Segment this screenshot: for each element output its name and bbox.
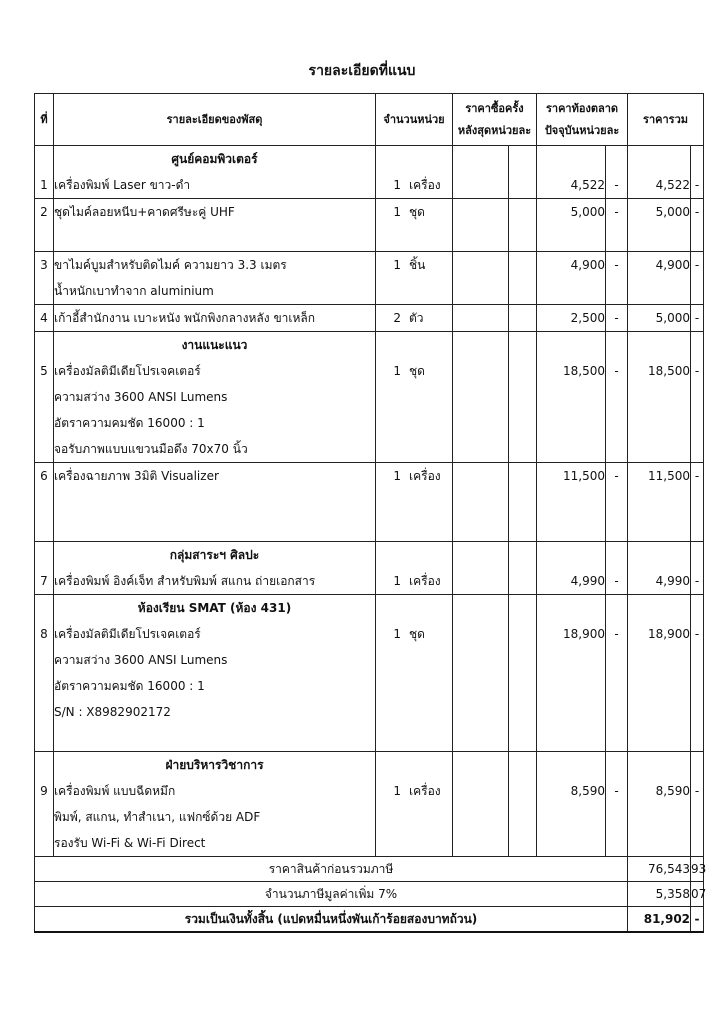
market-price-stang: -: [606, 199, 628, 252]
subtotal-amount: 76,543: [628, 857, 691, 882]
document-title: รายละเอียดที่แนบ: [308, 63, 416, 79]
last-price-stang: [509, 542, 537, 595]
last-price: [453, 146, 509, 199]
header-quantity: จำนวนหน่วย: [376, 94, 453, 146]
market-price-stang: -: [606, 252, 628, 305]
grand-total-amount: 81,902: [628, 907, 691, 933]
item-quantity: [376, 305, 453, 332]
quantity-value: 1: [393, 627, 401, 641]
header-total: ราคารวม: [628, 94, 704, 146]
section-heading: ศูนย์คอมพิวเตอร์: [171, 152, 258, 166]
description-line: ความสว่าง 3600 ANSI Lumens: [54, 653, 228, 667]
total-price-stang: -: [691, 332, 704, 463]
description-line: เครื่องพิมพ์ แบบฉีดหมึก: [54, 784, 176, 798]
table-row: [35, 146, 704, 199]
item-number: 8: [35, 595, 54, 752]
description-line: อัตราความคมชัด 16000 : 1: [54, 416, 205, 430]
description-line: เครื่องมัลติมีเดียโปรเจคเตอร์: [54, 364, 201, 378]
market-price: 11,500: [537, 463, 606, 542]
item-number: 6: [35, 463, 54, 542]
description-line: เก้าอี้สำนักงาน เบาะหนัง พนักพิงกลางหลัง ขาเหล็ก: [54, 311, 316, 325]
market-price: 4,990: [537, 542, 606, 595]
description-line: [54, 515, 375, 541]
header-market-price-line1: ราคาท้องตลาด: [545, 101, 619, 115]
quantity-unit: ตัว: [409, 311, 424, 325]
quantity-value: 1: [393, 574, 401, 588]
market-price-stang: -: [606, 463, 628, 542]
subtotal-stang: 93: [691, 857, 704, 882]
quantity-value: 1: [393, 784, 401, 798]
item-description: [54, 332, 376, 463]
item-quantity: [376, 463, 453, 542]
total-price: 4,990: [628, 542, 691, 595]
item-number: 3: [35, 252, 54, 305]
item-quantity: [376, 752, 453, 857]
header-market-price: [537, 94, 628, 146]
vat-stang: 07: [691, 882, 704, 907]
quantity-unit: ชุด: [409, 627, 425, 641]
grand-total-label: รวมเป็นเงินทั้งสิ้น (แปดหมื่นหนึ่งพันเก้าร้อยสองบาทถ้วน): [35, 907, 628, 933]
item-description: [54, 252, 376, 305]
description-line: เครื่องพิมพ์ อิงค์เจ็ท สำหรับพิมพ์ สแกน ถ่ายเอกสาร: [54, 574, 316, 588]
description-line: [54, 489, 375, 515]
section-heading: ฝ่ายบริหารวิชาการ: [165, 758, 264, 772]
item-number: 7: [35, 542, 54, 595]
description-line: เครื่องมัลติมีเดียโปรเจคเตอร์: [54, 627, 201, 641]
market-price-stang: -: [606, 146, 628, 199]
table-row: [35, 199, 704, 252]
description-line: ชุดไมค์ลอยหนีบ+คาดศรีษะคู่ UHF: [54, 205, 235, 219]
items-table: [34, 93, 707, 933]
last-price-stang: [509, 332, 537, 463]
item-description: [54, 305, 376, 332]
header-description: รายละเอียดของพัสดุ: [54, 94, 376, 146]
table-row: [35, 305, 704, 332]
summary-body: [35, 857, 707, 933]
subtotal-row: [35, 857, 704, 882]
market-price-stang: -: [606, 305, 628, 332]
market-price: 18,900: [537, 595, 606, 752]
market-price-stang: -: [606, 542, 628, 595]
item-quantity: [376, 542, 453, 595]
total-price-stang: -: [691, 252, 704, 305]
table-row: [35, 595, 704, 752]
item-description: [54, 199, 376, 252]
quantity-value: 1: [393, 178, 401, 192]
header-no: ที่: [35, 94, 54, 146]
description-line: อัตราความคมชัด 16000 : 1: [54, 679, 205, 693]
item-description: [54, 595, 376, 752]
item-description: [54, 752, 376, 857]
market-price: 4,900: [537, 252, 606, 305]
last-price: [453, 199, 509, 252]
header-last-price-line2: หลังสุดหน่วยละ: [457, 123, 532, 137]
section-heading: งานแนะแนว: [181, 338, 248, 352]
last-price-stang: [509, 595, 537, 752]
item-description: [54, 542, 376, 595]
total-price-stang: -: [691, 542, 704, 595]
total-price: 4,900: [628, 252, 691, 305]
last-price-stang: [509, 252, 537, 305]
item-number: 1: [35, 146, 54, 199]
item-quantity: [376, 252, 453, 305]
item-number: 9: [35, 752, 54, 857]
quantity-unit: ชุด: [409, 364, 425, 378]
total-price-stang: -: [691, 752, 704, 857]
item-description: [54, 146, 376, 199]
item-quantity: [376, 146, 453, 199]
market-price-stang: -: [606, 595, 628, 752]
table-row: [35, 252, 704, 305]
header-last-price-line1: ราคาซื้อครั้ง: [465, 101, 524, 115]
total-price-stang: -: [691, 463, 704, 542]
last-price: [453, 752, 509, 857]
total-price: 5,000: [628, 305, 691, 332]
last-price-stang: [509, 463, 537, 542]
total-price-stang: -: [691, 146, 704, 199]
last-price: [453, 595, 509, 752]
table-row: [35, 332, 704, 463]
vat-amount: 5,358: [628, 882, 691, 907]
market-price-stang: -: [606, 332, 628, 463]
header-market-price-line2: ปัจจุบันหน่วยละ: [544, 123, 620, 137]
total-price-stang: -: [691, 595, 704, 752]
last-price-stang: [509, 199, 537, 252]
total-price-stang: -: [691, 305, 704, 332]
total-price: 11,500: [628, 463, 691, 542]
quantity-unit: เครื่อง: [409, 178, 441, 192]
total-price: 4,522: [628, 146, 691, 199]
description-line: [54, 225, 375, 251]
description-line: [54, 725, 375, 751]
grand-total-row: [35, 907, 704, 933]
subtotal-label: ราคาสินค้าก่อนรวมภาษี: [35, 857, 628, 882]
market-price-stang: -: [606, 752, 628, 857]
quantity-unit: เครื่อง: [409, 469, 441, 483]
description-line: เครื่องฉายภาพ 3มิติ Visualizer: [54, 469, 219, 483]
total-price: 18,500: [628, 332, 691, 463]
quantity-value: 2: [393, 311, 401, 325]
item-quantity: [376, 595, 453, 752]
market-price: 4,522: [537, 146, 606, 199]
table-row: [35, 542, 704, 595]
market-price: 8,590: [537, 752, 606, 857]
section-heading: ห้องเรียน SMAT (ห้อง 431): [137, 601, 292, 615]
description-line: S/N : X8982902172: [54, 705, 171, 719]
grand-total-stang: -: [691, 907, 704, 933]
description-line: เครื่องพิมพ์ Laser ขาว-ดำ: [54, 178, 191, 192]
quantity-unit: เครื่อง: [409, 574, 441, 588]
quantity-value: 1: [393, 469, 401, 483]
quantity-unit: ชิ้น: [409, 258, 426, 272]
description-line: น้ำหนักเบาทำจาก aluminium: [54, 284, 214, 298]
market-price: 2,500: [537, 305, 606, 332]
last-price: [453, 305, 509, 332]
description-line: รองรับ Wi-Fi & Wi-Fi Direct: [54, 836, 206, 850]
vat-row: [35, 882, 704, 907]
last-price: [453, 463, 509, 542]
last-price-stang: [509, 146, 537, 199]
quantity-unit: ชุด: [409, 205, 425, 219]
description-line: ขาไมค์บูมสำหรับติดไมค์ ความยาว 3.3 เมตร: [54, 258, 287, 272]
description-line: ความสว่าง 3600 ANSI Lumens: [54, 390, 228, 404]
last-price: [453, 332, 509, 463]
table-row: [35, 463, 704, 542]
item-number: 4: [35, 305, 54, 332]
vat-label: จำนวนภาษีมูลค่าเพิ่ม 7%: [35, 882, 628, 907]
item-number: 5: [35, 332, 54, 463]
quantity-unit: เครื่อง: [409, 784, 441, 798]
total-price-stang: -: [691, 199, 704, 252]
total-price: 18,900: [628, 595, 691, 752]
item-number: 2: [35, 199, 54, 252]
last-price-stang: [509, 305, 537, 332]
total-price: 8,590: [628, 752, 691, 857]
section-heading: กลุ่มสาระฯ ศิลปะ: [169, 548, 260, 562]
table-row: [35, 752, 704, 857]
item-quantity: [376, 199, 453, 252]
market-price: 5,000: [537, 199, 606, 252]
description-line: พิมพ์, สแกน, ทำสำเนา, แฟกซ์ด้วย ADF: [54, 810, 261, 824]
market-price: 18,500: [537, 332, 606, 463]
quantity-value: 1: [393, 364, 401, 378]
table-header-row: [35, 94, 704, 146]
quantity-value: 1: [393, 258, 401, 272]
last-price-stang: [509, 752, 537, 857]
header-last-price: [453, 94, 537, 146]
total-price: 5,000: [628, 199, 691, 252]
last-price: [453, 542, 509, 595]
description-line: จอรับภาพแบบแขวนมือดึง 70x70 นิ้ว: [54, 442, 248, 456]
quantity-value: 1: [393, 205, 401, 219]
last-price: [453, 252, 509, 305]
item-quantity: [376, 332, 453, 463]
item-description: [54, 463, 376, 542]
items-body: [35, 146, 704, 857]
